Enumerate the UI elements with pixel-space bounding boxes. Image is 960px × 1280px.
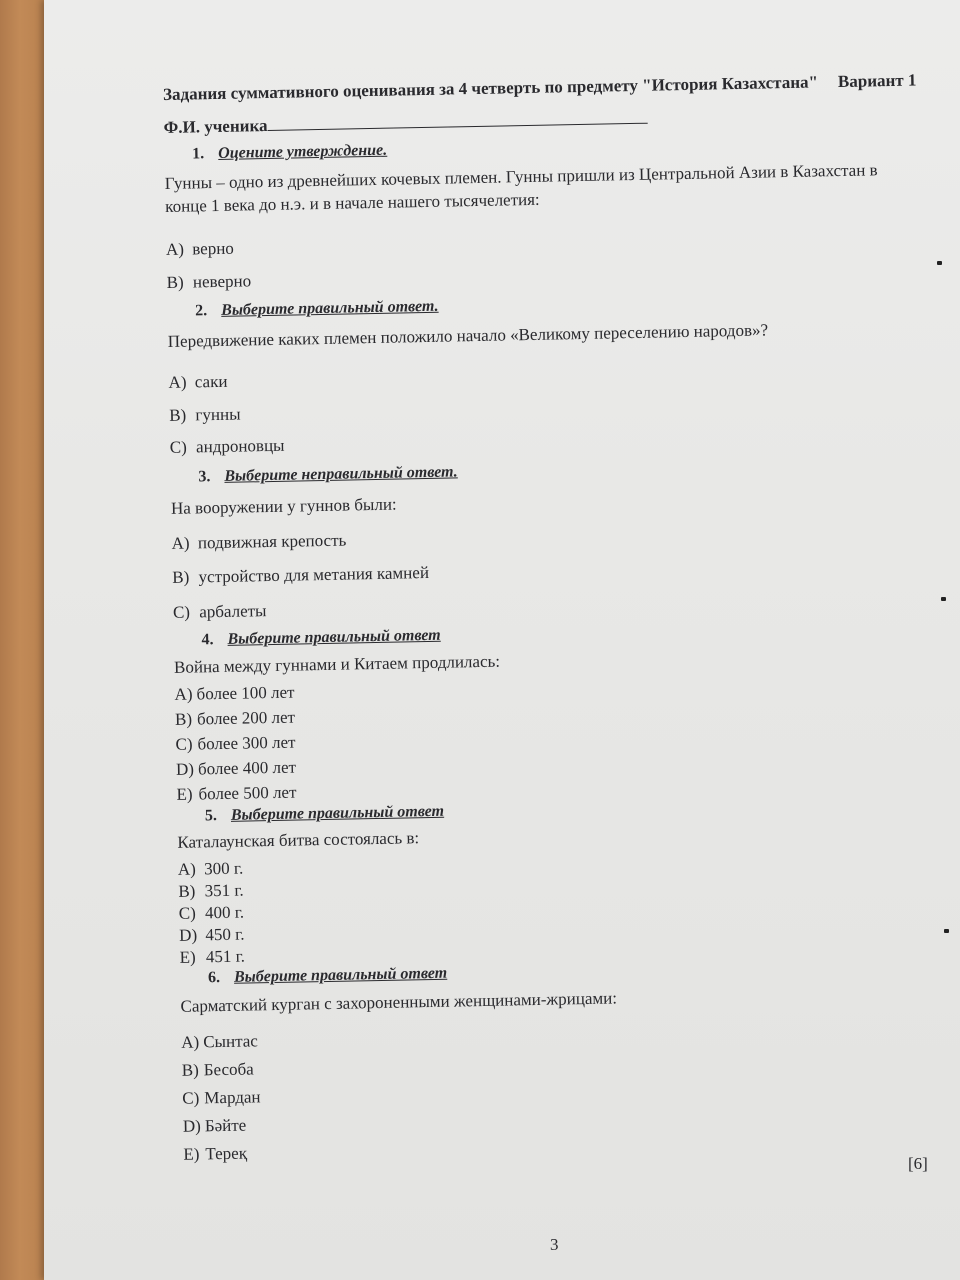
answer-option[interactable] [182, 1059, 254, 1080]
option-letter: A) [174, 684, 193, 704]
option-text: андроновцы [195, 435, 285, 457]
answer-option[interactable] [169, 405, 241, 426]
answer-option[interactable] [176, 783, 296, 805]
question-number: 1. [192, 145, 205, 163]
option-letter: C) [175, 734, 193, 754]
answer-option[interactable] [181, 1031, 258, 1052]
question-5-header [205, 803, 444, 826]
option-text: саки [194, 371, 228, 392]
answer-option[interactable] [175, 708, 295, 730]
option-text: Сынтас [203, 1031, 259, 1052]
option-letter: B) [178, 881, 196, 901]
student-name-label: Ф.И. ученика [163, 115, 268, 137]
document-title: Задания суммативного оценивания за 4 четверть по предмету "История Казахстана" [162, 72, 819, 104]
option-text: более 500 лет [198, 782, 297, 804]
answer-option[interactable] [174, 683, 294, 705]
answer-option[interactable] [179, 903, 245, 924]
question-1-header [192, 142, 387, 164]
option-text: неверно [192, 271, 252, 292]
option-text: 400 г. [204, 902, 245, 923]
margin-speck [937, 261, 942, 265]
score-marker: [6] [908, 1154, 928, 1173]
question-number: 5. [204, 807, 218, 825]
answer-option[interactable] [183, 1116, 247, 1137]
option-letter: C) [178, 903, 196, 923]
option-letter: E) [179, 947, 196, 967]
variant-label: Вариант 1 [837, 70, 917, 92]
option-letter: C) [172, 602, 191, 622]
option-letter: A) [181, 1032, 200, 1052]
question-number: 2. [195, 302, 208, 320]
answer-option[interactable] [183, 1144, 247, 1165]
option-letter: A) [171, 533, 190, 553]
option-letter: A) [177, 859, 197, 879]
option-letter: A) [165, 239, 185, 259]
option-text: подвижная крепость [197, 530, 347, 553]
answer-option[interactable] [178, 881, 244, 902]
option-text: 351 г. [204, 880, 244, 901]
question-text: На вооружении у гуннов были: [170, 494, 397, 518]
option-letter: B) [169, 405, 187, 425]
question-text: Передвижение каких племен положило начало «Великому переселению народов»? [167, 320, 769, 351]
option-letter: B) [166, 272, 184, 292]
option-text: Бәйте [204, 1115, 247, 1136]
option-text: 450 г. [205, 924, 245, 945]
answer-option[interactable] [178, 859, 244, 880]
answer-option[interactable] [166, 271, 251, 293]
option-letter: B) [174, 709, 193, 729]
question-instruction: Выберите правильный ответ [230, 802, 445, 824]
question-4-header [201, 627, 440, 650]
margin-speck [941, 597, 946, 601]
question-number: 4. [201, 631, 214, 649]
answer-option[interactable] [171, 531, 346, 554]
option-text: более 400 лет [197, 757, 297, 779]
option-letter: A) [168, 372, 187, 392]
option-text: 451 г. [205, 946, 246, 967]
question-text: конце 1 века до н.э. и в начале нашего тысячелетия: [165, 189, 540, 216]
question-3-header [198, 463, 458, 486]
student-name-line [163, 109, 647, 138]
question-instruction: Выберите неправильный ответ. [224, 463, 458, 485]
question-6-header [208, 965, 447, 988]
option-text: более 200 лет [196, 707, 296, 729]
student-name-blank[interactable] [267, 109, 647, 131]
question-instruction: Выберите правильный ответ [233, 964, 448, 986]
option-text: Бесоба [203, 1059, 254, 1080]
margin-speck [944, 929, 949, 933]
option-text: более 100 лет [196, 682, 295, 704]
question-text: Война между гуннами и Китаем продлилась: [173, 651, 501, 677]
option-text: арбалеты [199, 601, 267, 622]
option-letter: E) [176, 784, 193, 804]
option-text: Тереқ [205, 1143, 248, 1164]
question-number: 3. [198, 468, 211, 486]
option-text: верно [192, 238, 235, 259]
question-2-header [195, 298, 439, 321]
question-number: 6. [207, 969, 221, 987]
answer-option[interactable] [176, 758, 296, 780]
answer-option[interactable] [170, 436, 285, 458]
option-text: более 300 лет [197, 732, 296, 754]
option-letter: D) [175, 759, 195, 779]
question-instruction: Выберите правильный ответ. [221, 297, 439, 319]
option-letter: D) [179, 925, 198, 945]
option-letter: B) [181, 1060, 199, 1080]
question-text: Каталаунская битва состоялась в: [177, 828, 420, 852]
question-instruction: Оцените утверждение. [218, 141, 388, 162]
answer-option[interactable] [166, 239, 234, 260]
question-text: Сарматский курган с захороненными женщинами-жрицами: [180, 988, 618, 1016]
option-text: устройство для метания камней [198, 562, 430, 587]
option-text: 300 г. [203, 858, 244, 879]
option-text: Мардан [204, 1087, 261, 1108]
answer-option[interactable] [179, 925, 245, 946]
option-text: гунны [195, 404, 241, 425]
answer-option[interactable] [175, 733, 295, 755]
answer-option[interactable] [179, 947, 245, 968]
answer-option[interactable] [182, 1087, 261, 1108]
test-sheet [44, 0, 960, 1280]
answer-option[interactable] [173, 601, 267, 623]
sheet-content [162, 25, 960, 1240]
question-text: Гунны – одно из древнейших кочевых племен. Гунны пришли из Центральной Азии в Казахстан в [164, 160, 878, 193]
option-letter: D) [182, 1116, 201, 1136]
option-letter: B) [172, 567, 190, 587]
answer-option[interactable] [168, 372, 227, 393]
question-instruction: Выберите правильный ответ [227, 626, 441, 648]
option-letter: C) [169, 437, 188, 457]
answer-option[interactable] [172, 563, 429, 588]
option-letter: C) [182, 1088, 200, 1108]
option-letter: E) [183, 1144, 200, 1164]
page-number: 3 [550, 1235, 559, 1254]
